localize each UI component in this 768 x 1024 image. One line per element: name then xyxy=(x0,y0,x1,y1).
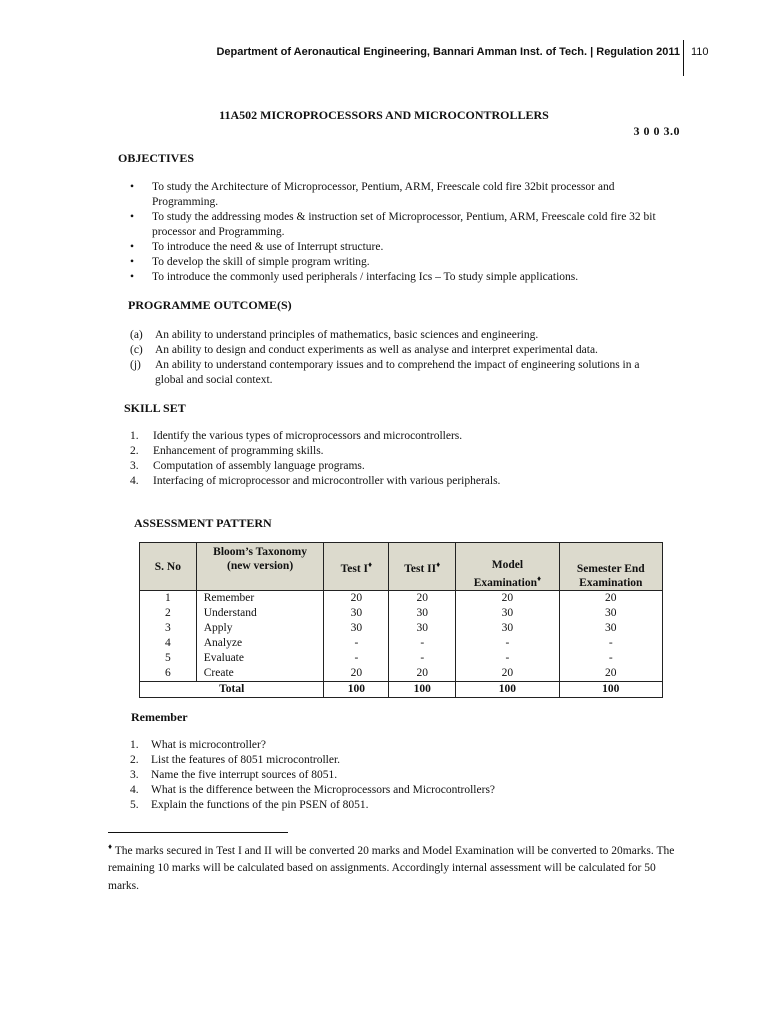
table-row xyxy=(140,636,663,651)
skill-text: Identify the various types of microprocessors and microcontrollers. xyxy=(153,430,463,442)
cell-sem: - xyxy=(559,636,662,651)
cell-sno: 5 xyxy=(140,651,197,666)
outcomes-list xyxy=(130,328,682,388)
footnote-text: The marks secured in Test I and II will be converted 20 marks and Model Examination will be converted to 20marks. The remaining 10 marks will be calculated based on assignments. Accordingly internal assessment will be calculated for 50 marks. xyxy=(108,844,675,892)
remember-list xyxy=(130,738,682,813)
outcome-text: An ability to design and conduct experiments as well as analyse and interpret experimental data. xyxy=(155,344,598,356)
assessment-header-row xyxy=(140,543,663,591)
outcome-text: An ability to understand principles of mathematics, basic sciences and engineering. xyxy=(155,329,539,341)
skill-number: 1. xyxy=(130,430,139,442)
cell-total-label: Total xyxy=(140,682,324,698)
cell-model: 20 xyxy=(456,591,559,607)
course-credits: 3 0 0 3.0 xyxy=(633,124,680,138)
cell-sno: 3 xyxy=(140,621,197,636)
cell-sem: 30 xyxy=(559,606,662,621)
col-semester-end xyxy=(559,543,662,591)
cell-level: Understand xyxy=(196,606,324,621)
skill-number: 3. xyxy=(130,460,139,472)
cell-level: Evaluate xyxy=(196,651,324,666)
cell-model: 20 xyxy=(456,666,559,682)
running-header: Department of Aeronautical Engineering, Bannari Amman Inst. of Tech. | Regulation 2011 xyxy=(216,46,680,58)
cell-sno: 4 xyxy=(140,636,197,651)
skillset-heading: SKILL SET xyxy=(124,401,186,415)
question-item xyxy=(130,753,682,768)
outcomes-heading: PROGRAMME OUTCOME(S) xyxy=(128,298,292,312)
cell-test2: - xyxy=(389,636,456,651)
table-row xyxy=(140,606,663,621)
col-blooms-line1: Bloom’s Taxonomy xyxy=(213,546,308,558)
question-text: What is the difference between the Microprocessors and Microcontrollers? xyxy=(151,784,496,796)
table-row xyxy=(140,621,663,636)
skill-item xyxy=(130,474,682,489)
col-blooms xyxy=(196,543,324,591)
question-item xyxy=(130,768,682,783)
col-test2 xyxy=(389,543,456,591)
outcome-label: (j) xyxy=(130,359,141,371)
outcome-text: An ability to understand contemporary issues and to comprehend the impact of engineering solutions in a global and social context. xyxy=(155,359,640,386)
remember-heading: Remember xyxy=(131,710,188,724)
col-test1-label: Test I xyxy=(340,562,369,575)
cell-total-sem: 100 xyxy=(559,682,662,698)
cell-level: Create xyxy=(196,666,324,682)
cell-total-model: 100 xyxy=(456,682,559,698)
cell-model: - xyxy=(456,651,559,666)
cell-test2: - xyxy=(389,651,456,666)
page-number: 110 xyxy=(691,46,709,58)
cell-sno: 2 xyxy=(140,606,197,621)
cell-test2: 20 xyxy=(389,591,456,607)
col-test1 xyxy=(324,543,389,591)
skill-number: 2. xyxy=(130,445,139,457)
question-item xyxy=(130,738,682,753)
cell-total-test1: 100 xyxy=(324,682,389,698)
cell-model: - xyxy=(456,636,559,651)
objective-item: • To study the Architecture of Microprocessor, Pentium, ARM, Freescale cold fire 32bit processor and Programming. xyxy=(118,180,682,210)
table-row xyxy=(140,666,663,682)
objectives-list xyxy=(118,180,682,285)
total-row xyxy=(140,682,663,698)
cell-test2: 30 xyxy=(389,606,456,621)
footnote-marker: ♦ xyxy=(436,559,441,569)
col-test2-label: Test II xyxy=(404,562,437,575)
skill-text: Interfacing of microprocessor and microcontroller with various peripherals. xyxy=(153,475,501,487)
question-item xyxy=(130,783,682,798)
cell-sem: 30 xyxy=(559,621,662,636)
cell-test1: 30 xyxy=(324,621,389,636)
objectives-heading: OBJECTIVES xyxy=(118,151,195,165)
table-row xyxy=(140,651,663,666)
question-text: What is microcontroller? xyxy=(151,739,266,751)
header-divider xyxy=(683,40,684,76)
skill-item xyxy=(130,444,682,459)
question-number: 3. xyxy=(130,769,139,781)
outcome-item xyxy=(130,328,682,343)
skill-item xyxy=(130,459,682,474)
cell-model: 30 xyxy=(456,606,559,621)
col-model-line2 xyxy=(460,572,554,590)
col-model xyxy=(456,543,559,591)
assessment-table xyxy=(139,542,663,698)
question-item xyxy=(130,798,682,813)
question-number: 5. xyxy=(130,799,139,811)
cell-test1: 20 xyxy=(324,591,389,607)
question-number: 4. xyxy=(130,784,139,796)
cell-test1: - xyxy=(324,636,389,651)
skill-item xyxy=(130,429,682,444)
objective-item: • To study the addressing modes & instruction set of Microprocessor, Pentium, ARM, Freescale cold fire 32 bit processor and Programming. xyxy=(118,210,682,240)
outcome-label: (a) xyxy=(130,329,143,341)
cell-sem: 20 xyxy=(559,666,662,682)
footnote-divider xyxy=(108,832,288,833)
footnote-marker: ♦ xyxy=(108,842,113,851)
footnote-marker: ♦ xyxy=(536,574,542,584)
question-text: Explain the functions of the pin PSEN of 8051. xyxy=(151,799,369,811)
col-blooms-line2: (new version) xyxy=(227,560,294,572)
objective-item: • To introduce the commonly used peripherals / interfacing Ics – To study simple applications. xyxy=(118,270,682,285)
cell-level: Analyze xyxy=(196,636,324,651)
col-sem-line2: Examination xyxy=(579,577,643,589)
col-sno: S. No xyxy=(140,543,197,591)
outcome-item xyxy=(130,358,682,388)
cell-test2: 20 xyxy=(389,666,456,682)
col-sem-line1: Semester End xyxy=(576,563,645,575)
question-number: 1. xyxy=(130,739,139,751)
col-model-line2-label: Examination xyxy=(473,577,537,589)
cell-total-test2: 100 xyxy=(389,682,456,698)
cell-level: Remember xyxy=(196,591,324,607)
question-number: 2. xyxy=(130,754,139,766)
cell-level: Apply xyxy=(196,621,324,636)
cell-sno: 6 xyxy=(140,666,197,682)
question-text: Name the five interrupt sources of 8051. xyxy=(151,769,338,781)
objective-item: • To develop the skill of simple program writing. xyxy=(118,255,682,270)
col-model-line1: Model xyxy=(491,559,524,572)
cell-test1: - xyxy=(324,651,389,666)
cell-test1: 30 xyxy=(324,606,389,621)
skillset-list xyxy=(130,429,682,489)
objective-item: • To introduce the need & use of Interrupt structure. xyxy=(118,240,682,255)
footnote xyxy=(108,838,680,895)
cell-test2: 30 xyxy=(389,621,456,636)
skill-number: 4. xyxy=(130,475,139,487)
table-row xyxy=(140,591,663,607)
question-text: List the features of 8051 microcontroller. xyxy=(151,754,341,766)
assessment-heading: ASSESSMENT PATTERN xyxy=(134,516,272,530)
outcome-label: (c) xyxy=(130,344,143,356)
cell-sem: 20 xyxy=(559,591,662,607)
cell-test1: 20 xyxy=(324,666,389,682)
cell-sem: - xyxy=(559,651,662,666)
outcome-item xyxy=(130,343,682,358)
skill-text: Enhancement of programming skills. xyxy=(153,445,324,457)
skill-text: Computation of assembly language programs. xyxy=(153,460,365,472)
cell-sno: 1 xyxy=(140,591,197,607)
course-title: 11A502 MICROPROCESSORS AND MICROCONTROLLERS xyxy=(219,108,549,122)
cell-model: 30 xyxy=(456,621,559,636)
footnote-marker: ♦ xyxy=(368,559,373,569)
